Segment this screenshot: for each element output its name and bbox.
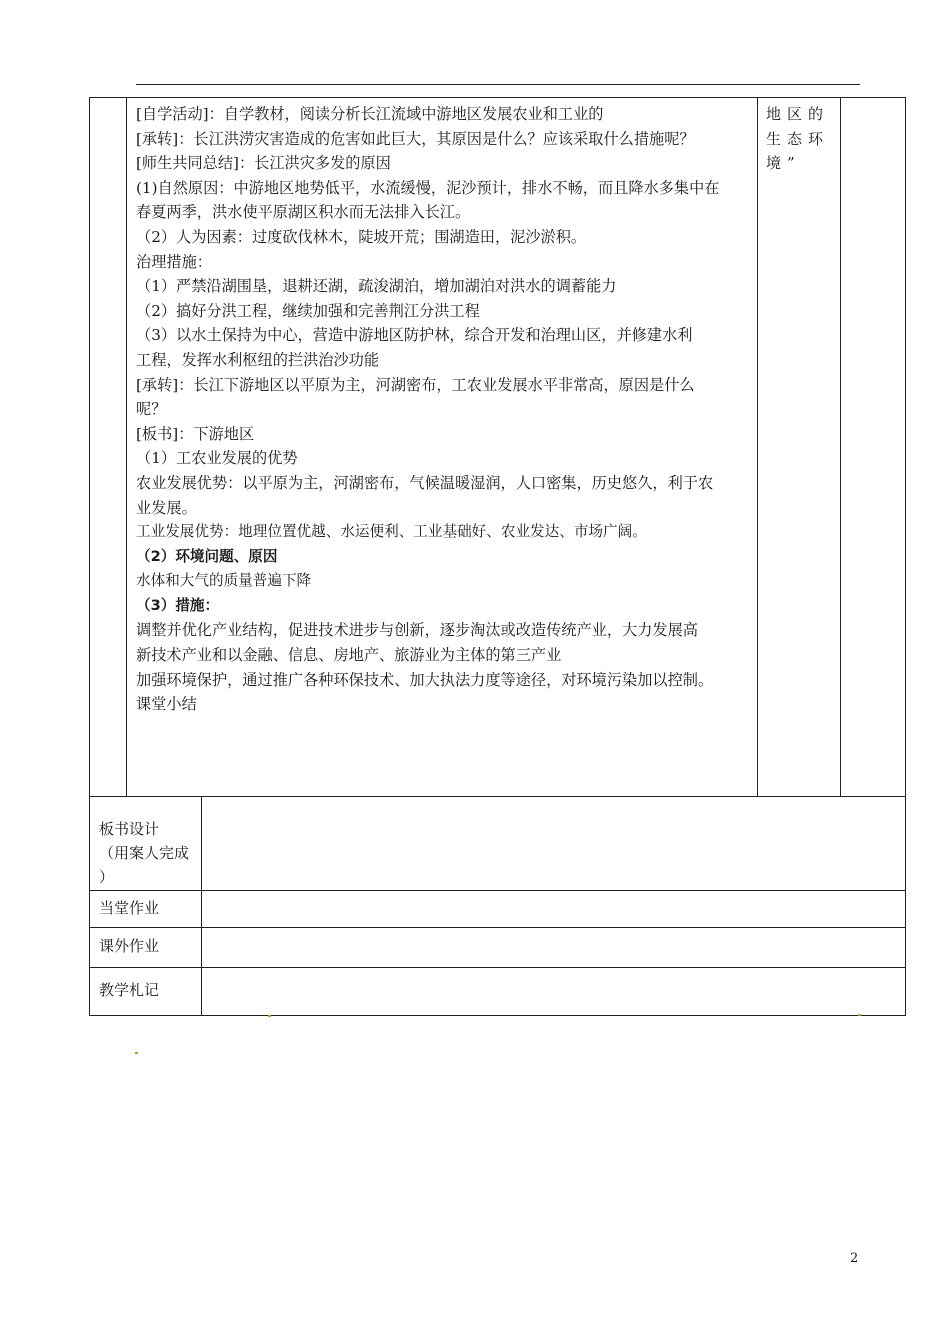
- row-label: [90, 968, 202, 1015]
- teaching-notes-cell[interactable]: [202, 968, 905, 1015]
- text-line: [承转]：长江洪涝灾害造成的危害如此巨大，其原因是什么？应该采取什么措施呢？: [136, 129, 695, 148]
- table-row: [90, 927, 905, 967]
- text-line: 工业发展优势：地理位置优越、水运便利、工业基础好、农业发达、市场广阔。: [136, 523, 647, 541]
- row-label: [90, 891, 202, 927]
- text-line: 呢？: [136, 400, 167, 419]
- row-label: [90, 797, 202, 890]
- text-line: 业发展。: [136, 498, 197, 517]
- text-line: （3）以水土保持为中心，营造中游地区防护林，综合开发和治理山区，并修建水利: [136, 326, 693, 345]
- text-line: （2）搞好分洪工程，继续加强和完善荆江分洪工程: [136, 301, 480, 320]
- lesson-summary-table: [89, 796, 906, 1016]
- text-line: 加强环境保护，通过推广各种环保技术、加大执法力度等途径，对环境污染加以控制。: [136, 670, 714, 689]
- text-line: （3）措施：: [136, 596, 220, 614]
- note-line: 境”: [766, 154, 801, 173]
- column-divider: [126, 98, 127, 796]
- classwork-cell[interactable]: [202, 891, 905, 927]
- text-line: 工程，发挥水利枢纽的拦洪治沙功能: [136, 350, 379, 369]
- text-line: （2）人为因素：过度砍伐林木，陡坡开荒；围湖造田，泥沙淤积。: [136, 227, 587, 246]
- row-label: [90, 928, 202, 967]
- text-line: （1）严禁沿湖围垦，退耕还湖，疏浚湖泊，增加湖泊对洪水的调蓄能力: [136, 277, 617, 296]
- text-line: [板书]：下游地区: [136, 424, 255, 443]
- text-line: [承转]：长江下游地区以平原为主，河湖密布，工农业发展水平非常高，原因是什么: [136, 375, 695, 394]
- label-line: 板书设计: [99, 820, 160, 838]
- board-design-cell[interactable]: [202, 797, 905, 890]
- text-line: (1)自然原因：中游地区地势低平，水流缓慢，泥沙预计，排水不畅，而且降水多集中在: [136, 178, 720, 197]
- teaching-process-cell: [136, 98, 758, 717]
- text-line: 课堂小结: [136, 695, 197, 714]
- label-line: 教学札记: [99, 981, 160, 999]
- text-line: 农业发展优势：以平原为主，河湖密布，气候温暖湿润，人口密集，历史悠久，利于农: [136, 473, 714, 492]
- label-line: 课外作业: [99, 937, 160, 955]
- label-line: ）: [99, 868, 115, 886]
- text-line: 水体和大气的质量普遍下降: [136, 572, 312, 590]
- label-line: 当堂作业: [99, 899, 160, 917]
- note-line: 生态环: [766, 129, 830, 148]
- text-line: [自学活动]：自学教材，阅读分析长江流域中游地区发展农业和工业的: [136, 105, 604, 123]
- scan-mark: [858, 1014, 861, 1016]
- scan-mark: [268, 1015, 271, 1017]
- table-row: [90, 796, 905, 890]
- note-line: 地区的: [766, 105, 830, 123]
- text-line: 治理措施：: [136, 252, 212, 271]
- text-line: [师生共同总结]：长江洪灾多发的原因: [136, 154, 391, 173]
- text-line: 新技术产业和以金融、信息、房地产、旅游业为主体的第三产业: [136, 646, 562, 665]
- scan-mark: [135, 1052, 138, 1054]
- homework-cell[interactable]: [202, 928, 905, 967]
- table-row: [90, 890, 905, 927]
- text-line: 春夏两季，洪水使平原湖区积水而无法排入长江。: [136, 203, 471, 222]
- header-rule: [136, 84, 860, 85]
- text-line: （2）环境问题、原因: [136, 547, 278, 565]
- text-line: （1）工农业发展的优势: [136, 449, 298, 468]
- table-row: [90, 967, 905, 1015]
- design-intent-cell: [766, 102, 836, 176]
- lesson-content-table: [89, 97, 906, 797]
- label-line: （用案人完成: [99, 844, 190, 862]
- page-number: 2: [850, 1251, 859, 1266]
- text-line: 调整并优化产业结构，促进技术进步与创新，逐步淘汰或改造传统产业，大力发展高: [136, 621, 698, 640]
- column-divider: [840, 98, 841, 796]
